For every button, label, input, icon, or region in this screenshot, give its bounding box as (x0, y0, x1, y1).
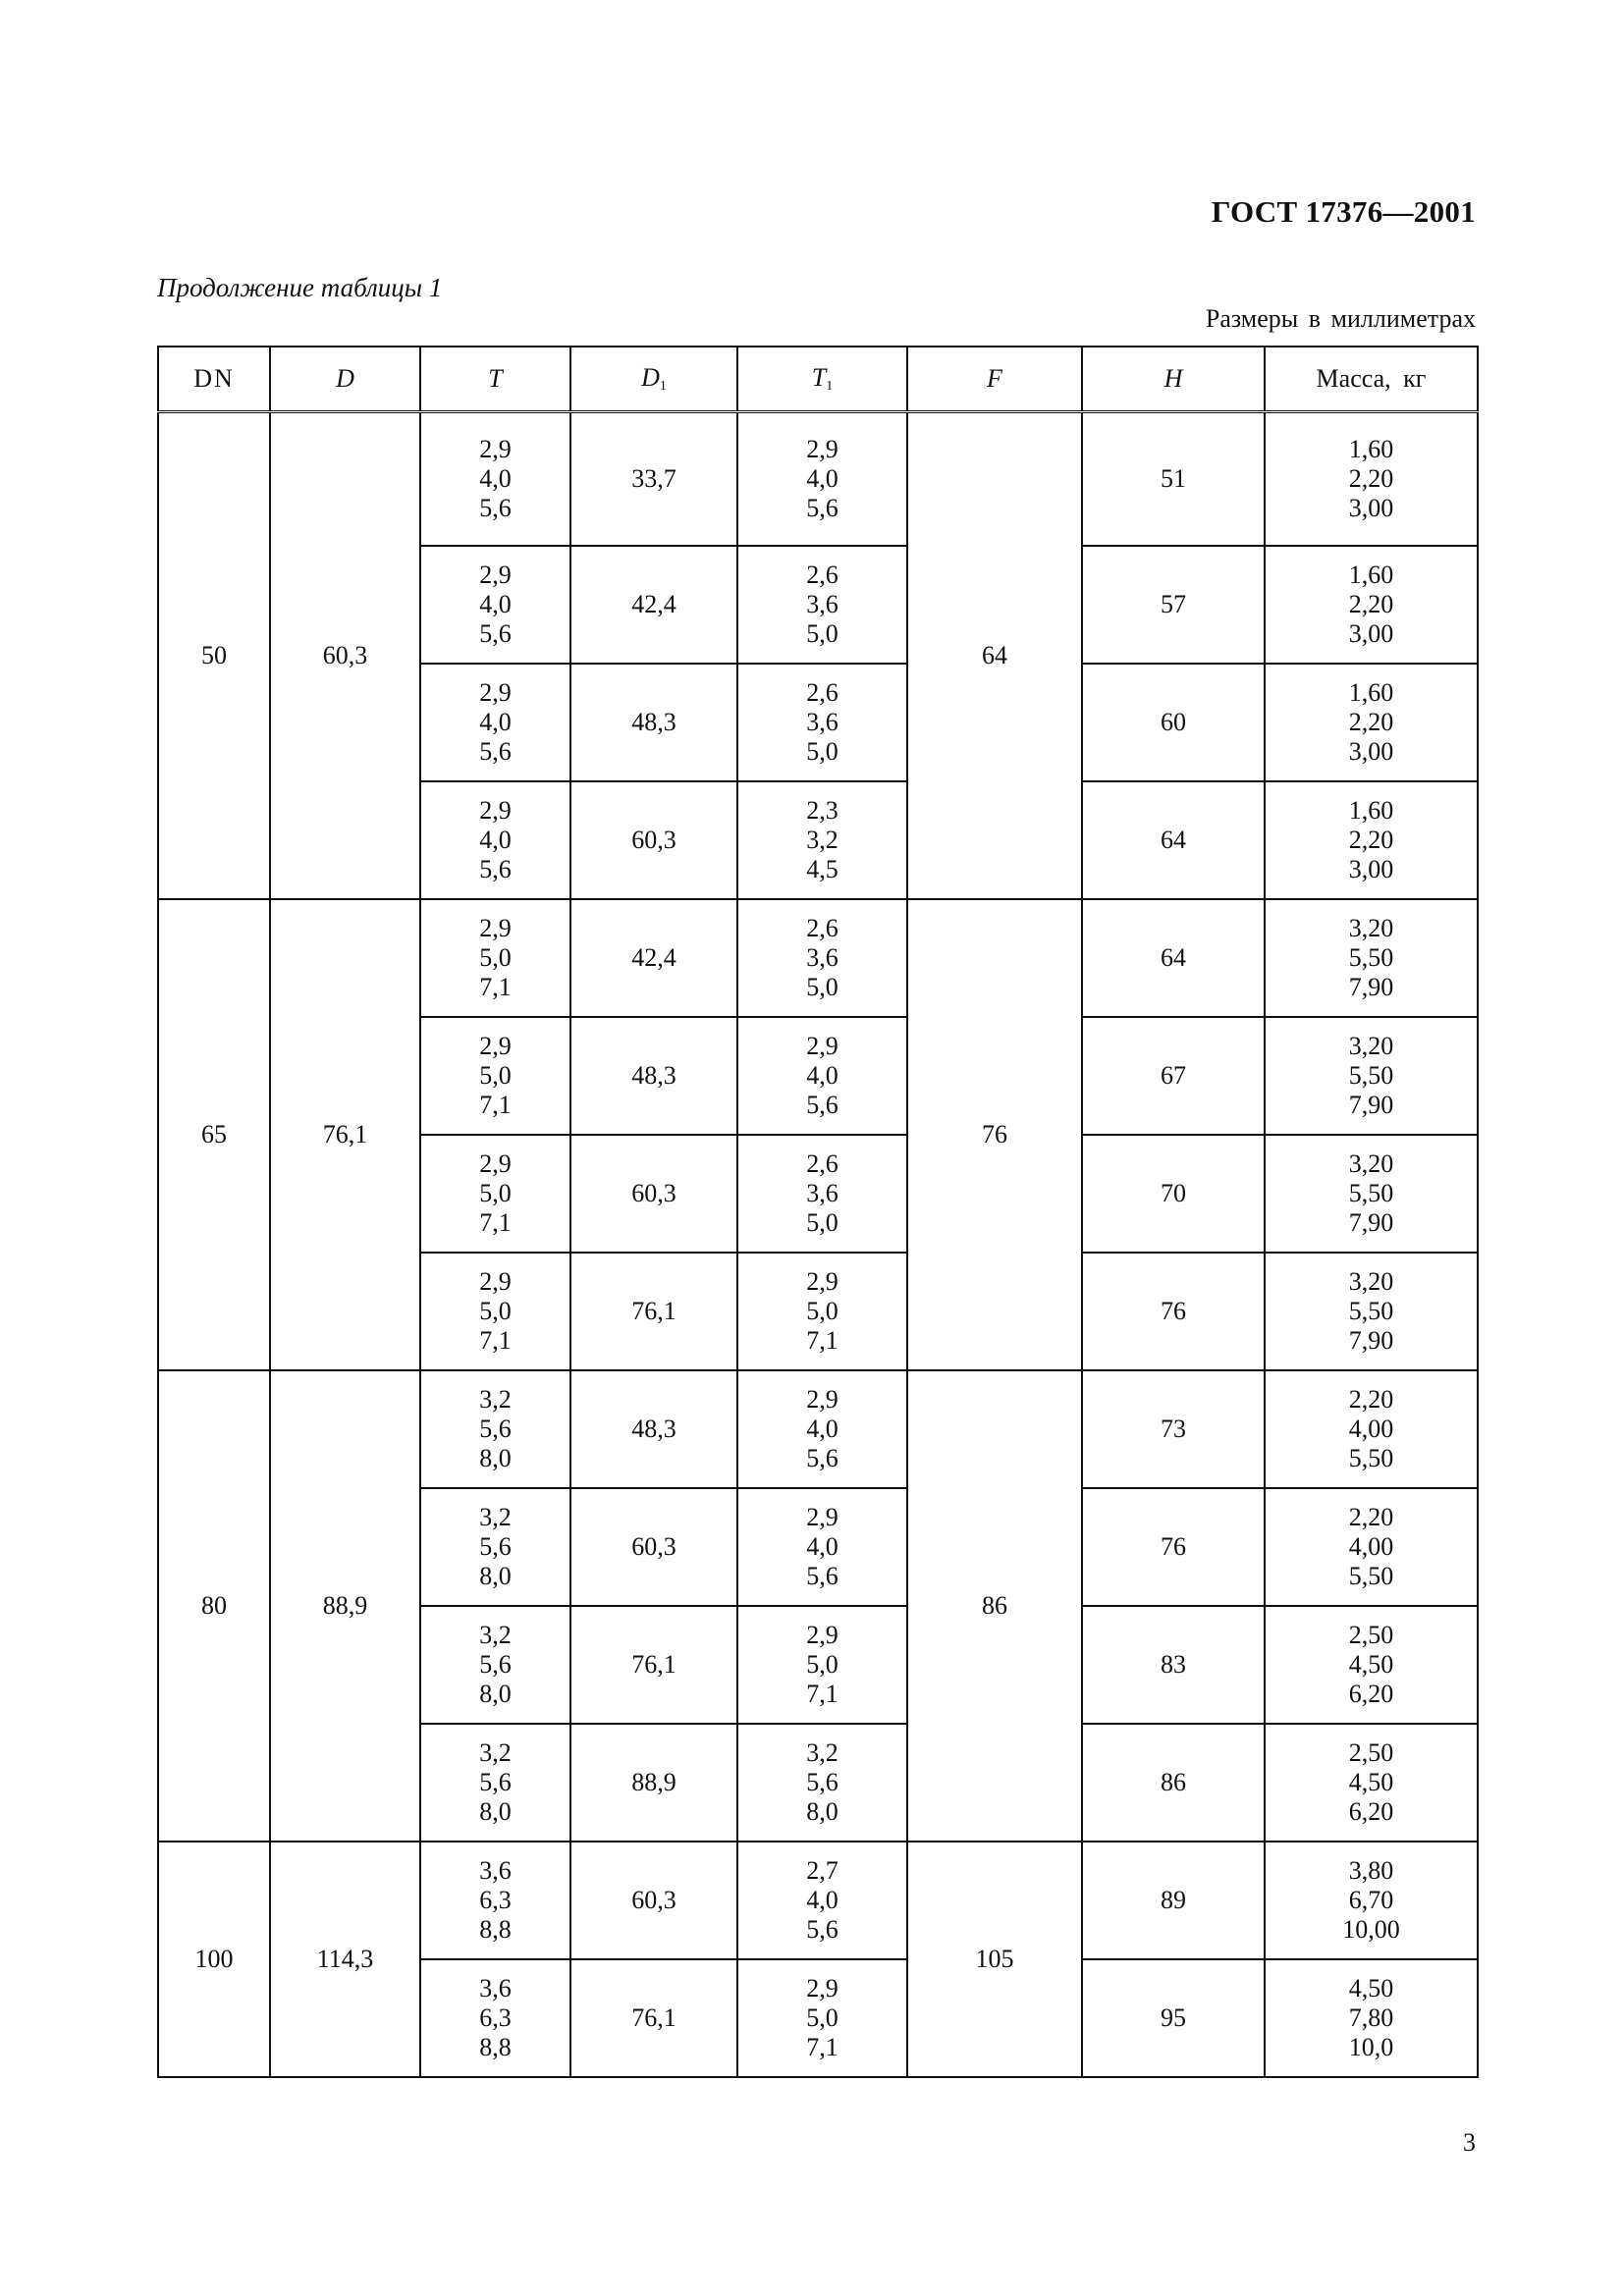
cell-mass: 3,20 5,50 7,90 (1265, 1135, 1478, 1253)
cell-t: 3,2 5,6 8,0 (420, 1370, 570, 1488)
cell-t: 2,9 5,0 7,1 (420, 899, 570, 1017)
cell-t1: 2,6 3,6 5,0 (737, 899, 907, 1017)
cell-f: 64 (907, 412, 1082, 899)
cell-t: 3,2 5,6 8,0 (420, 1724, 570, 1842)
column-header-d: D (270, 347, 420, 412)
cell-d1: 76,1 (570, 1959, 737, 2077)
cell-t1: 2,9 4,0 5,6 (737, 1488, 907, 1606)
cell-h: 67 (1082, 1017, 1265, 1135)
column-header-h: H (1082, 347, 1265, 412)
cell-t1: 2,9 4,0 5,6 (737, 1370, 907, 1488)
cell-t: 2,9 4,0 5,6 (420, 412, 570, 546)
column-header-mass: Масса, кг (1265, 347, 1478, 412)
cell-d1: 60,3 (570, 781, 737, 899)
cell-dn: 50 (158, 412, 270, 899)
cell-t1: 2,3 3,2 4,5 (737, 781, 907, 899)
cell-t1: 2,6 3,6 5,0 (737, 1135, 907, 1253)
cell-dn: 65 (158, 899, 270, 1370)
cell-h: 76 (1082, 1253, 1265, 1370)
cell-dn: 80 (158, 1370, 270, 1842)
column-header-f: F (907, 347, 1082, 412)
cell-h: 95 (1082, 1959, 1265, 2077)
cell-t1: 2,9 4,0 5,6 (737, 1017, 907, 1135)
cell-mass: 1,60 2,20 3,00 (1265, 781, 1478, 899)
cell-mass: 3,80 6,70 10,00 (1265, 1842, 1478, 1959)
cell-t: 3,2 5,6 8,0 (420, 1606, 570, 1724)
cell-h: 57 (1082, 546, 1265, 664)
cell-h: 76 (1082, 1488, 1265, 1606)
cell-mass: 3,20 5,50 7,90 (1265, 1017, 1478, 1135)
cell-t1: 2,6 3,6 5,0 (737, 546, 907, 664)
cell-h: 89 (1082, 1842, 1265, 1959)
column-header-d1: D1 (570, 347, 737, 412)
cell-d1: 60,3 (570, 1488, 737, 1606)
cell-h: 51 (1082, 412, 1265, 546)
units-note: Размеры в миллиметрах (1205, 304, 1476, 333)
cell-t: 2,9 4,0 5,6 (420, 546, 570, 664)
cell-mass: 1,60 2,20 3,00 (1265, 412, 1478, 546)
cell-d: 60,3 (270, 412, 420, 899)
cell-d1: 88,9 (570, 1724, 737, 1842)
cell-d1: 42,4 (570, 546, 737, 664)
cell-t1: 3,2 5,6 8,0 (737, 1724, 907, 1842)
cell-dn: 100 (158, 1842, 270, 2077)
cell-f: 105 (907, 1842, 1082, 2077)
cell-mass: 4,50 7,80 10,0 (1265, 1959, 1478, 2077)
cell-d: 114,3 (270, 1842, 420, 2077)
cell-t: 2,9 4,0 5,6 (420, 781, 570, 899)
cell-t1: 2,6 3,6 5,0 (737, 664, 907, 781)
cell-t: 2,9 5,0 7,1 (420, 1017, 570, 1135)
document-code: ГОСТ 17376—2001 (1211, 194, 1476, 229)
cell-d1: 48,3 (570, 1017, 737, 1135)
cell-t: 2,9 5,0 7,1 (420, 1253, 570, 1370)
cell-t1: 2,9 5,0 7,1 (737, 1253, 907, 1370)
cell-t1: 2,9 5,0 7,1 (737, 1606, 907, 1724)
column-header-t1: T1 (737, 347, 907, 412)
cell-t: 3,6 6,3 8,8 (420, 1959, 570, 2077)
cell-t: 3,6 6,3 8,8 (420, 1842, 570, 1959)
column-header-dn: DN (158, 347, 270, 412)
cell-t1: 2,7 4,0 5,6 (737, 1842, 907, 1959)
cell-mass: 3,20 5,50 7,90 (1265, 1253, 1478, 1370)
cell-mass: 2,50 4,50 6,20 (1265, 1606, 1478, 1724)
cell-d: 88,9 (270, 1370, 420, 1842)
cell-t: 2,9 5,0 7,1 (420, 1135, 570, 1253)
cell-t: 3,2 5,6 8,0 (420, 1488, 570, 1606)
cell-d1: 76,1 (570, 1253, 737, 1370)
table-continuation-caption: Продолжение таблицы 1 (157, 273, 443, 302)
cell-d1: 60,3 (570, 1135, 737, 1253)
cell-f: 76 (907, 899, 1082, 1370)
cell-h: 73 (1082, 1370, 1265, 1488)
cell-h: 70 (1082, 1135, 1265, 1253)
cell-mass: 2,20 4,00 5,50 (1265, 1370, 1478, 1488)
cell-t1: 2,9 4,0 5,6 (737, 412, 907, 546)
cell-h: 64 (1082, 899, 1265, 1017)
column-header-t: T (420, 347, 570, 412)
cell-mass: 3,20 5,50 7,90 (1265, 899, 1478, 1017)
table-row (158, 1842, 1478, 1959)
dimensions-table (157, 346, 1479, 2078)
cell-mass: 1,60 2,20 3,00 (1265, 664, 1478, 781)
table-row (158, 1370, 1478, 1488)
cell-t: 2,9 4,0 5,6 (420, 664, 570, 781)
cell-mass: 1,60 2,20 3,00 (1265, 546, 1478, 664)
cell-d1: 60,3 (570, 1842, 737, 1959)
cell-t1: 2,9 5,0 7,1 (737, 1959, 907, 2077)
table-header-row (158, 347, 1478, 412)
page-number: 3 (1463, 2128, 1476, 2157)
cell-d: 76,1 (270, 899, 420, 1370)
cell-h: 83 (1082, 1606, 1265, 1724)
cell-f: 86 (907, 1370, 1082, 1842)
cell-d1: 76,1 (570, 1606, 737, 1724)
cell-d1: 48,3 (570, 1370, 737, 1488)
cell-h: 86 (1082, 1724, 1265, 1842)
cell-mass: 2,50 4,50 6,20 (1265, 1724, 1478, 1842)
cell-h: 64 (1082, 781, 1265, 899)
cell-d1: 48,3 (570, 664, 737, 781)
cell-d1: 33,7 (570, 412, 737, 546)
cell-d1: 42,4 (570, 899, 737, 1017)
table-row (158, 899, 1478, 1017)
cell-mass: 2,20 4,00 5,50 (1265, 1488, 1478, 1606)
table-row (158, 412, 1478, 546)
cell-h: 60 (1082, 664, 1265, 781)
